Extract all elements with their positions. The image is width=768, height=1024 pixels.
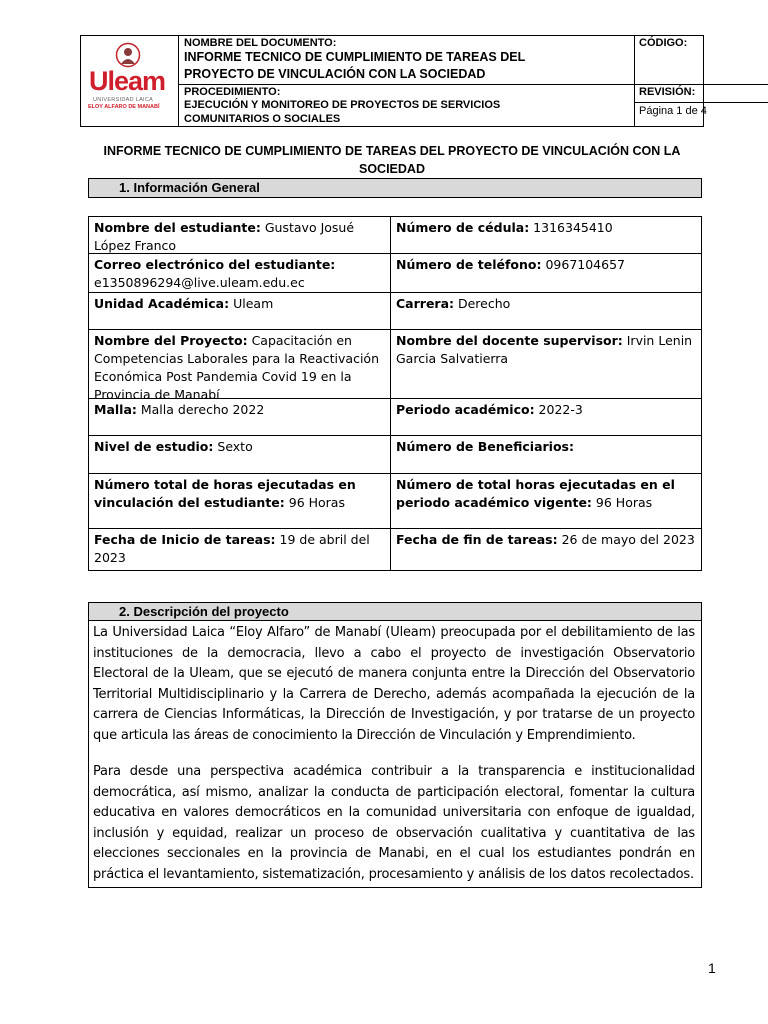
- start-date-value: 19 de abril del 2023: [94, 532, 370, 565]
- level-label: Nivel de estudio:: [94, 439, 214, 454]
- student-label: Nombre del estudiante:: [94, 220, 261, 235]
- doc-name-line2: PROYECTO DE VINCULACIÓN CON LA SOCIEDAD: [184, 67, 486, 81]
- table-row: [89, 399, 701, 436]
- document-title-line1: INFORME TECNICO DE CUMPLIMIENTO DE TAREAS DEL PROYECTO DE VINCULACIÓN CON LA: [103, 144, 681, 158]
- procedure-line1: EJECUCIÓN Y MONITOREO DE PROYECTOS DE SERVICIOS: [184, 99, 501, 111]
- procedure-label: PROCEDIMIENTO:: [184, 86, 281, 98]
- description-paragraph-2: Para desde una perspectiva académica contribuir a la transparencia e institucionalidad democrática, así mismo, analizar la conducta de participación electoral, fomentar la cultura educativa en valores democráticos en la comunidad universitaria con enfoque de igualdad, inclusión y equidad, realizar un proceso de observación cualitativa y cuantitativa de las elecciones seccionales en la provincia de Manabi, en el cual los estudiantes pondrán en práctica el levantamiento, sistematización, procesamiento y análisis de los datos recolectados.: [93, 764, 695, 882]
- project-label: Nombre del Proyecto:: [94, 333, 248, 348]
- section-1-heading: 1. Información General: [88, 178, 702, 198]
- logo-cell: [81, 36, 179, 126]
- total-hours-label: Número total de horas ejecutadas en vinculación del estudiante:: [94, 477, 356, 510]
- doc-name-label: NOMBRE DEL DOCUMENTO:: [184, 37, 337, 49]
- total-hours-value: 96 Horas: [284, 495, 345, 510]
- career-label: Carrera:: [396, 296, 455, 311]
- procedure-cell: [178, 85, 634, 126]
- header-middle: [178, 36, 635, 126]
- general-info-table: [88, 216, 702, 571]
- code-label: CÓDIGO:: [639, 37, 688, 49]
- table-row: [89, 529, 701, 570]
- page-number: 1: [708, 960, 716, 976]
- doc-name-line1: INFORME TECNICO DE CUMPLIMIENTO DE TAREAS DEL: [184, 50, 526, 64]
- table-row: [89, 254, 701, 293]
- logo-text: Uleam: [89, 66, 166, 96]
- career-value: Derecho: [454, 296, 511, 311]
- id-label: Número de cédula:: [396, 220, 530, 235]
- level-value: Sexto: [213, 439, 253, 454]
- malla-label: Malla:: [94, 402, 137, 417]
- revision-label: REVISIÓN:: [634, 85, 768, 103]
- procedure-line2: COMUNITARIOS O SOCIALES: [184, 113, 341, 125]
- unit-value: Uleam: [229, 296, 274, 311]
- table-row: [89, 293, 701, 330]
- beneficiaries-label: Número de Beneficiarios:: [396, 439, 574, 454]
- id-value: 1316345410: [529, 220, 613, 235]
- table-row: [89, 330, 701, 402]
- period-hours-label: Número de total horas ejecutadas en el periodo académico vigente:: [396, 477, 675, 510]
- period-label: Periodo académico:: [396, 402, 535, 417]
- email-label: Correo electrónico del estudiante:: [94, 257, 336, 272]
- table-row: [89, 217, 701, 254]
- section-2-heading: 2. Descripción del proyecto: [89, 603, 701, 621]
- header-right: [634, 36, 768, 126]
- page-indicator: Página 1 de 4: [639, 105, 707, 117]
- table-row: [89, 474, 701, 529]
- logo-subtitle-2: ELOY ALFARO DE MANABÍ: [88, 104, 160, 110]
- phone-value: 0967104657: [541, 257, 625, 272]
- supervisor-label: Nombre del docente supervisor:: [396, 333, 623, 348]
- end-date-label: Fecha de fin de tareas:: [396, 532, 558, 547]
- project-description-box: [88, 602, 702, 888]
- email-value: e1350896294@live.uleam.edu.ec: [94, 275, 305, 290]
- revision-cell: [634, 85, 768, 126]
- phone-label: Número de teléfono:: [396, 257, 542, 272]
- document-header: [80, 35, 707, 127]
- document-title-line2: SOCIEDAD: [359, 162, 425, 176]
- student-value: Gustavo Josué López Franco: [94, 220, 355, 253]
- supervisor-value: Irvin Lenin Garcia Salvatierra: [396, 333, 693, 366]
- university-seal-icon: [115, 42, 141, 68]
- logo-subtitle-1: UNIVERSIDAD LAICA: [93, 97, 154, 103]
- malla-value: Malla derecho 2022: [136, 402, 265, 417]
- start-date-label: Fecha de Inicio de tareas:: [94, 532, 276, 547]
- period-hours-value: 96 Horas: [591, 495, 653, 510]
- doc-name-cell: [178, 36, 634, 85]
- end-date-value: 26 de mayo del 2023: [557, 532, 695, 547]
- table-row: [89, 436, 701, 474]
- unit-label: Unidad Académica:: [94, 296, 230, 311]
- code-cell: [634, 36, 768, 85]
- document-title: [100, 142, 684, 178]
- project-value: Capacitación en Competencias Laborales para la Reactivación Económica Post Pandemia Covid 19 en la Provincia de Manabí: [94, 333, 380, 402]
- description-paragraph-1: La Universidad Laica “Eloy Alfaro” de Manabí (Uleam) preocupada por el debilitamiento de las instituciones de la democracia, llevo a cabo el proyecto de investigación Observatorio Electoral de la Uleam, que se ejecutó de manera conjunta entre la Dirección del Observatorio Territorial Multidisciplinario y la Carrera de Derecho, además acompañada la ejecución de la carrera de Ciencias Informáticas, la Dirección de Investigación, y por tratarse de un proyecto que articula las áreas de conocimiento la Dirección de Vinculación y Emprendimiento.: [93, 625, 695, 743]
- period-value: 2022-3: [534, 402, 583, 417]
